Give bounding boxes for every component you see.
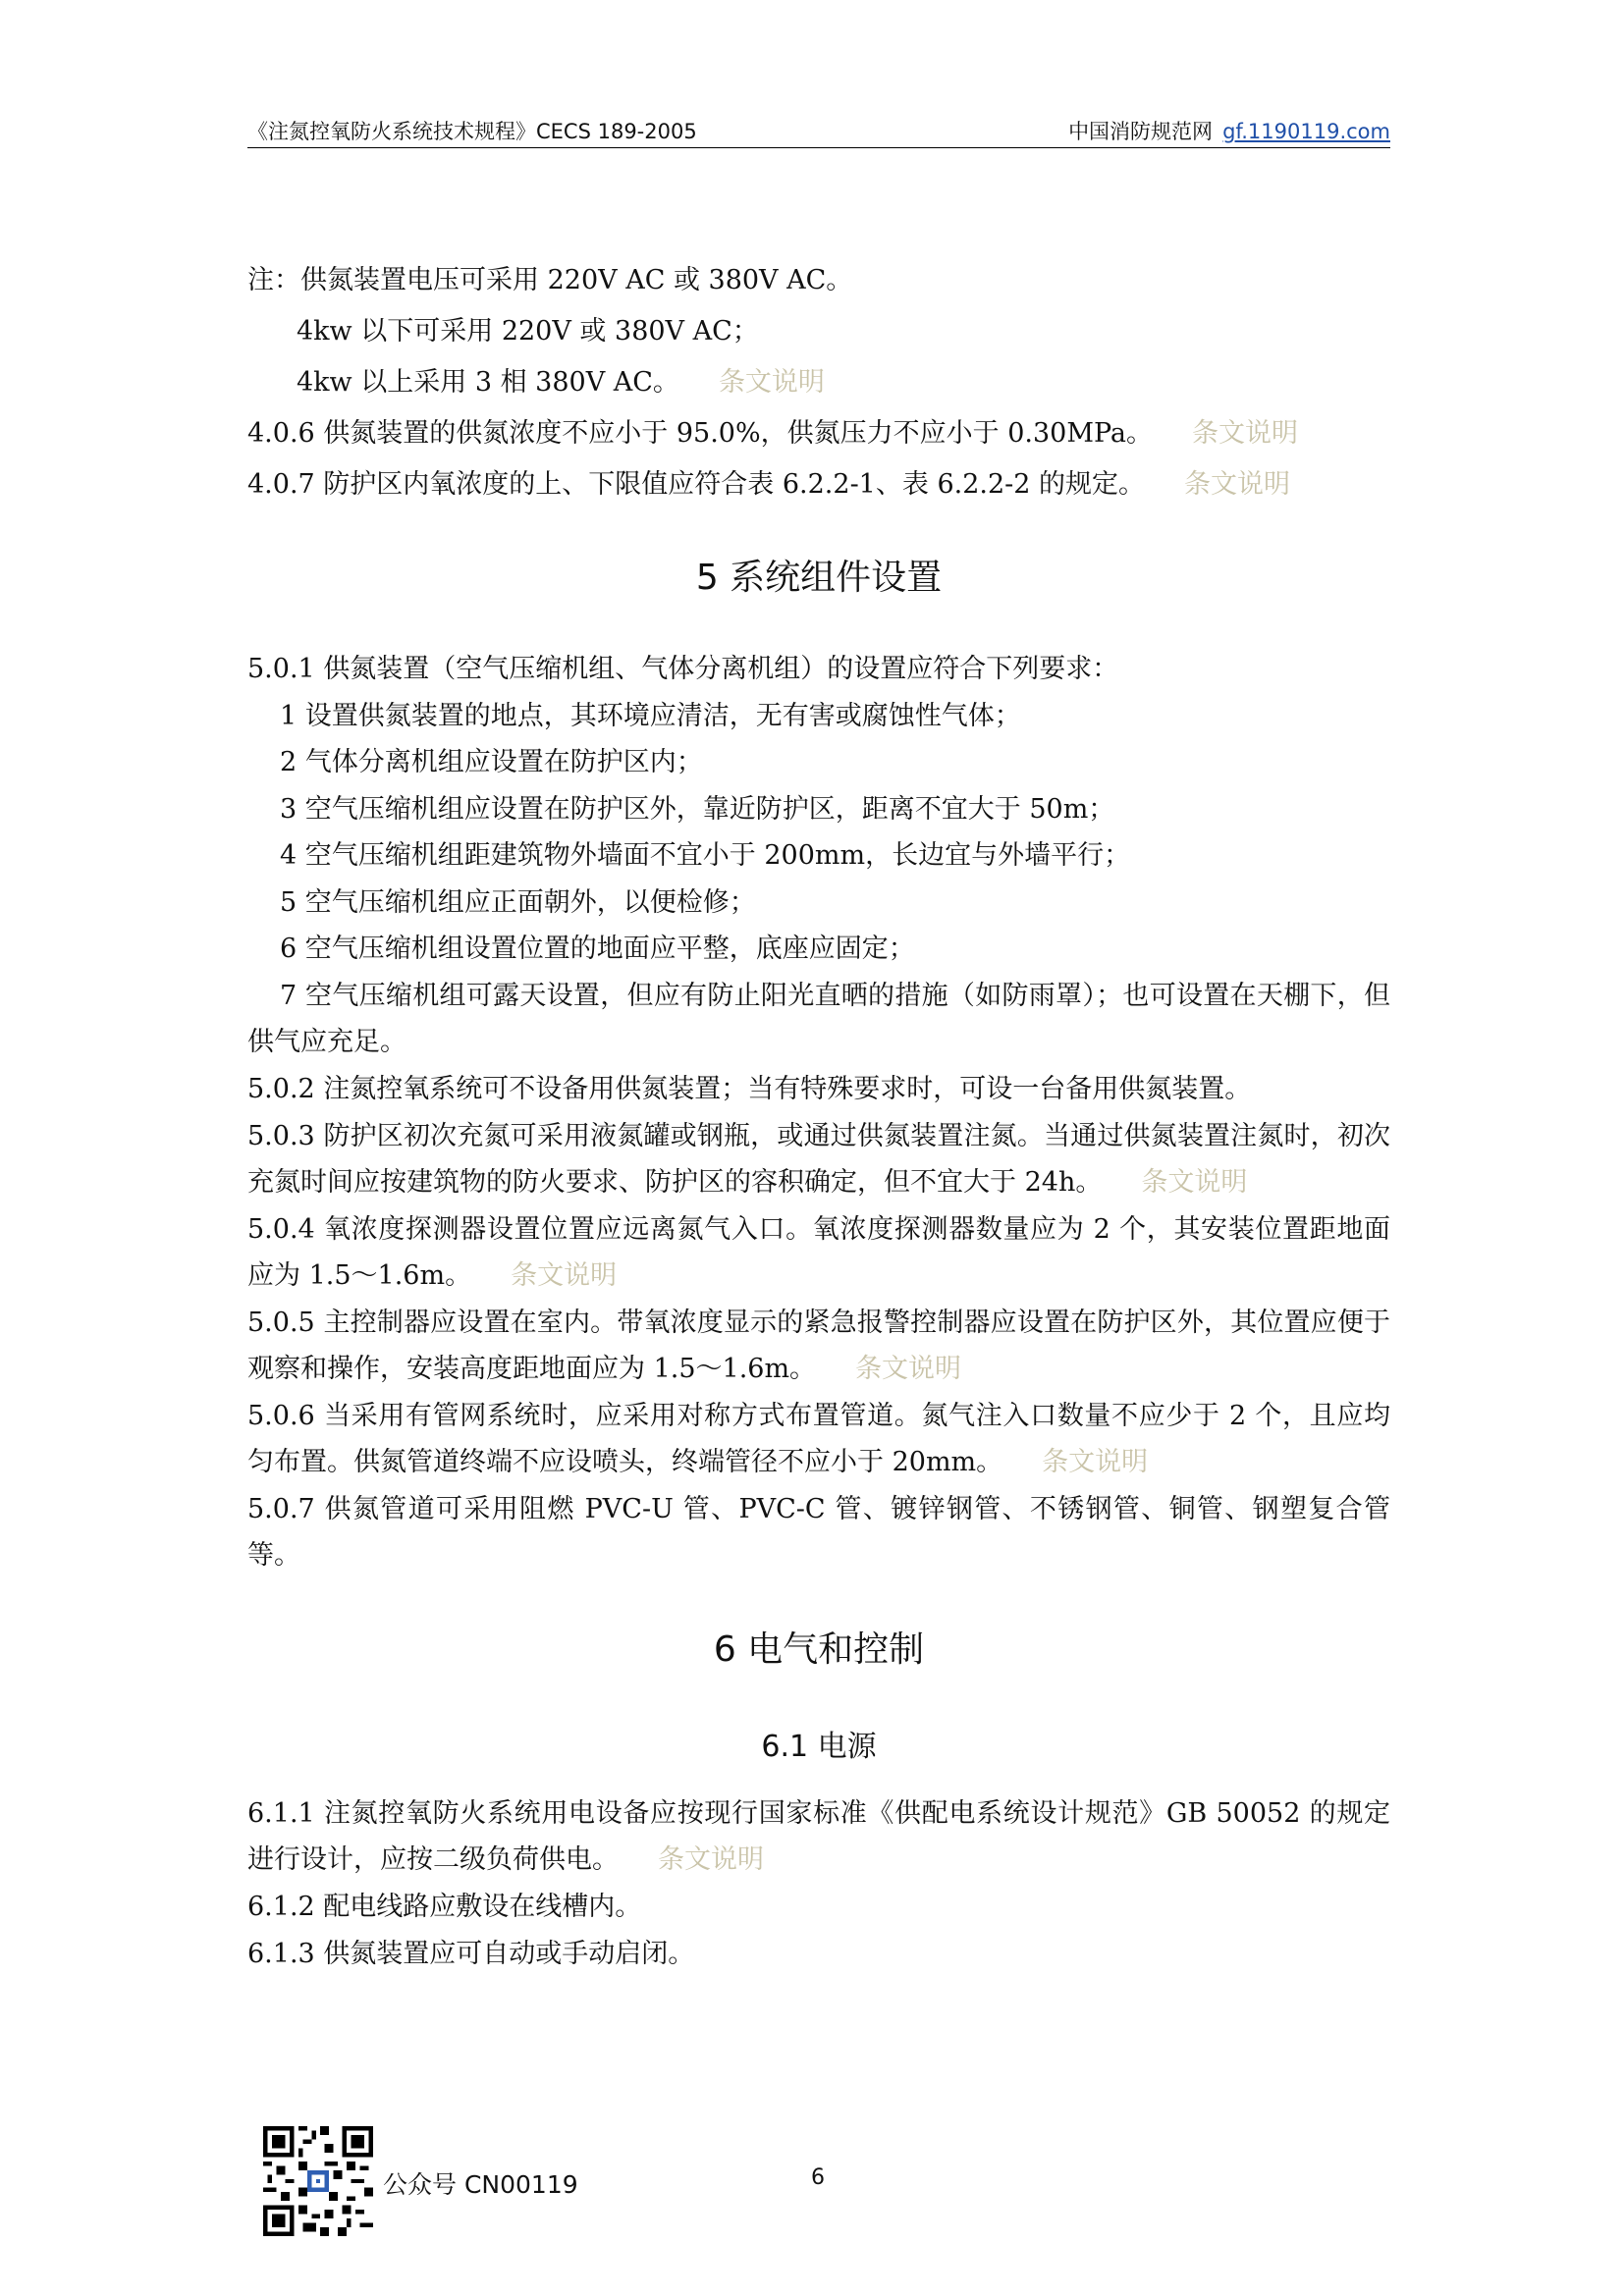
doc-title: 《注氮控氧防火系统技术规程》CECS 189-2005 <box>247 120 697 143</box>
list-item: 4 空气压缩机组距建筑物外墙面不宜小于 200mm，长边宜与外墙平行； <box>280 840 1131 871</box>
clause-text: 5.0.5 主控制器应设置在室内。带氧浓度显示的紧急报警控制器应设置在防护区外，其位置应便于观察和操作，安装高度距地面应为 1.5～1.6m。 <box>247 1308 1390 1384</box>
page-number: 6 <box>811 2165 825 2190</box>
explanation-link[interactable]: 条文说明 <box>1141 1167 1248 1198</box>
clause-5-0-1: 5.0.1 供氮装置（空气压缩机组、气体分离机组）的设置应符合下列要求： <box>247 654 1119 684</box>
list-item: 6 空气压缩机组设置位置的地面应平整，底座应固定； <box>280 934 915 964</box>
note-line-2: 4kw 以下可采用 220V 或 380V AC； <box>297 316 759 347</box>
clause-5-0-5 <box>247 1300 1390 1392</box>
list-item: 2 气体分离机组应设置在防护区内； <box>280 747 703 777</box>
clause-6-1-3: 6.1.3 供氮装置应可自动或手动启闭。 <box>247 1939 695 1969</box>
list-item: 3 空气压缩机组应设置在防护区外，靠近防护区，距离不宜大于 50m； <box>280 794 1115 825</box>
explanation-link[interactable]: 条文说明 <box>1042 1447 1149 1477</box>
site-url-link[interactable]: gf.1190119.com <box>1222 120 1390 143</box>
section-6-title: 6 电气和控制 <box>713 1629 925 1670</box>
clause-5-0-2: 5.0.2 注氮控氧系统可不设备用供氮装置；当有特殊要求时，可设一台备用供氮装置。 <box>247 1074 1252 1104</box>
subsection-6-1-title: 6.1 电源 <box>761 1730 877 1764</box>
note-line-1: 注：供氮装置电压可采用 220V AC 或 380V AC。 <box>247 265 853 295</box>
explanation-link[interactable]: 条文说明 <box>1192 418 1299 449</box>
note-line-3 <box>297 359 1390 405</box>
explanation-link[interactable]: 条文说明 <box>658 1844 764 1875</box>
list-item: 7 空气压缩机组可露天设置，但应有防止阳光直晒的措施（如防雨罩）；也可设置在天棚下，但供气应充足。 <box>247 981 1390 1057</box>
clause-5-0-6 <box>247 1393 1390 1485</box>
qr-code-icon <box>263 2126 373 2236</box>
site-name: 中国消防规范网 <box>1068 120 1214 143</box>
footer-account: 公众号 CN00119 <box>383 2170 578 2199</box>
list-item: 1 设置供氮装置的地点，其环境应清洁，无有害或腐蚀性气体； <box>280 701 1021 731</box>
section-5-title: 5 系统组件设置 <box>695 558 943 598</box>
clause-6-1-2: 6.1.2 配电线路应敷设在线槽内。 <box>247 1892 642 1922</box>
clause-4-0-7 <box>247 461 1390 507</box>
clause-text: 6.1.1 注氮控氧防火系统用电设备应按现行国家标准《供配电系统设计规范》GB 50052 的规定进行设计，应按二级负荷供电。 <box>247 1798 1390 1875</box>
clause-5-0-7: 5.0.7 供氮管道可采用阻燃 PVC-U 管、PVC-C 管、镀锌钢管、不锈钢管、铜管、钢塑复合管等。 <box>247 1494 1390 1571</box>
note-line-3-text: 4kw 以上采用 3 相 380V AC。 <box>297 367 679 398</box>
clause-text: 5.0.6 当采用有管网系统时，应采用对称方式布置管道。氮气注入口数量不应少于 2 个，且应均匀布置。供氮管道终端不应设喷头，终端管径不应小于 20mm。 <box>247 1401 1390 1477</box>
list-item: 5 空气压缩机组应正面朝外，以便检修； <box>280 887 756 918</box>
explanation-link[interactable]: 条文说明 <box>855 1354 962 1384</box>
clause-5-0-4 <box>247 1206 1390 1299</box>
explanation-link[interactable]: 条文说明 <box>511 1260 618 1291</box>
explanation-link[interactable]: 条文说明 <box>1184 469 1291 500</box>
clause-6-1-1 <box>247 1790 1390 1883</box>
clause-4-0-6 <box>247 410 1390 456</box>
clause-5-0-3 <box>247 1113 1390 1205</box>
explanation-link[interactable]: 条文说明 <box>718 367 825 398</box>
site-info <box>1068 116 1390 145</box>
page-header <box>247 112 1390 148</box>
clause-text: 5.0.4 氧浓度探测器设置位置应远离氮气入口。氧浓度探测器数量应为 2 个，其安装位置距地面应为 1.5～1.6m。 <box>247 1214 1390 1291</box>
clause-text: 4.0.7 防护区内氧浓度的上、下限值应符合表 6.2.2-1、表 6.2.2-2 的规定。 <box>247 469 1146 500</box>
clause-text: 4.0.6 供氮装置的供氮浓度不应小于 95.0%，供氮压力不应小于 0.30MPa。 <box>247 418 1154 449</box>
clause-text: 5.0.3 防护区初次充氮可采用液氮罐或钢瓶，或通过供氮装置注氮。当通过供氮装置注氮时，初次充氮时间应按建筑物的防火要求、防护区的容积确定，但不宜大于 24h。 <box>247 1121 1390 1198</box>
